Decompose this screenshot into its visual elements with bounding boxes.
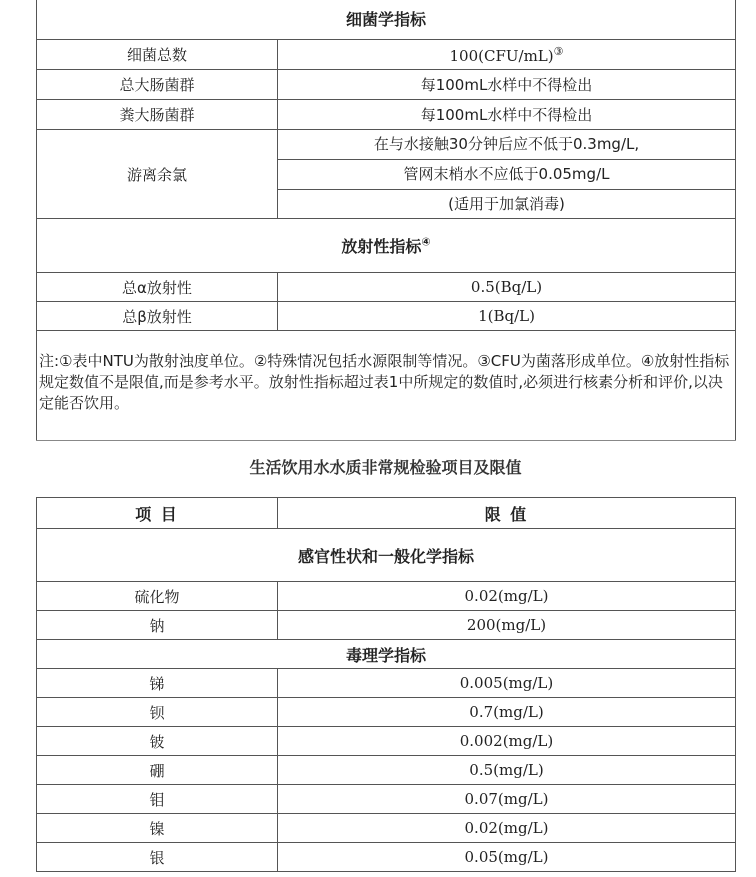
table-row bbox=[37, 40, 736, 70]
table-row bbox=[37, 756, 736, 785]
header-row bbox=[37, 498, 736, 529]
table-row bbox=[37, 130, 736, 219]
table-row bbox=[37, 785, 736, 814]
column-header-item: 项 目 bbox=[37, 498, 278, 529]
item-value bbox=[278, 130, 736, 219]
item-value: 0.002(mg/L) bbox=[278, 727, 736, 756]
item-name: 钡 bbox=[37, 698, 278, 727]
item-value: 0.005(mg/L) bbox=[278, 669, 736, 698]
item-value: 200(mg/L) bbox=[278, 611, 736, 640]
table2-title: 生活饮用水水质非常规检验项目及限值 bbox=[249, 458, 522, 477]
item-name: 硫化物 bbox=[37, 582, 278, 611]
footnote: 注:①表中NTU为散射浊度单位。②特殊情况包括水源限制等情况。③CFU为菌落形成单位。④放射性指标规定数值不是限值,而是参考水平。放射性指标超过表1中所规定的数值时,必须进行核素分析和评价,以决定能否饮用。 bbox=[37, 331, 736, 441]
item-value: 100(CFU/mL)③ bbox=[278, 40, 736, 70]
item-name: 镍 bbox=[37, 814, 278, 843]
table-row bbox=[37, 727, 736, 756]
section-toxicology-heading: 毒理学指标 bbox=[37, 640, 736, 669]
chlorine-line-1: 在与水接触30分钟后应不低于0.3mg/L, bbox=[373, 135, 640, 153]
table-row bbox=[37, 611, 736, 640]
chlorine-line-2: 管网末梢水不应低于0.05mg/L bbox=[278, 159, 735, 189]
table-row bbox=[37, 698, 736, 727]
item-name: 铍 bbox=[37, 727, 278, 756]
column-header-limit: 限 值 bbox=[278, 498, 736, 529]
table-row bbox=[37, 843, 736, 872]
item-name: 总大肠菌群 bbox=[37, 70, 278, 100]
chlorine-line-3: (适用于加氯消毒) bbox=[278, 189, 735, 218]
item-value: 1(Bq/L) bbox=[278, 302, 736, 331]
table-row bbox=[37, 814, 736, 843]
table-row bbox=[37, 669, 736, 698]
table-row bbox=[37, 100, 736, 130]
item-value: 0.5(Bq/L) bbox=[278, 273, 736, 302]
section-bacteria-heading: 细菌学指标 bbox=[37, 0, 736, 40]
item-name: 钼 bbox=[37, 785, 278, 814]
non-routine-indicators-table bbox=[36, 497, 736, 872]
item-value: 每100mL水样中不得检出 bbox=[278, 100, 736, 130]
section-radioactivity-heading: 放射性指标④ bbox=[37, 219, 736, 273]
item-value: 0.07(mg/L) bbox=[278, 785, 736, 814]
table-row bbox=[37, 70, 736, 100]
item-name: 细菌总数 bbox=[37, 40, 278, 70]
item-name: 总β放射性 bbox=[37, 302, 278, 331]
item-name: 总α放射性 bbox=[37, 273, 278, 302]
item-name: 锑 bbox=[37, 669, 278, 698]
item-name: 游离余氯 bbox=[37, 130, 278, 219]
item-name: 硼 bbox=[37, 756, 278, 785]
table-row bbox=[37, 273, 736, 302]
item-name: 粪大肠菌群 bbox=[37, 100, 278, 130]
item-value: 每100mL水样中不得检出 bbox=[278, 70, 736, 100]
item-name: 钠 bbox=[37, 611, 278, 640]
item-value: 0.02(mg/L) bbox=[278, 814, 736, 843]
routine-indicators-table bbox=[36, 0, 736, 441]
table-row bbox=[37, 582, 736, 611]
item-value: 0.5(mg/L) bbox=[278, 756, 736, 785]
item-value: 0.02(mg/L) bbox=[278, 582, 736, 611]
item-value: 0.05(mg/L) bbox=[278, 843, 736, 872]
section-sensory-heading: 感官性状和一般化学指标 bbox=[37, 529, 736, 582]
item-name: 银 bbox=[37, 843, 278, 872]
item-value: 0.7(mg/L) bbox=[278, 698, 736, 727]
table-row bbox=[37, 302, 736, 331]
